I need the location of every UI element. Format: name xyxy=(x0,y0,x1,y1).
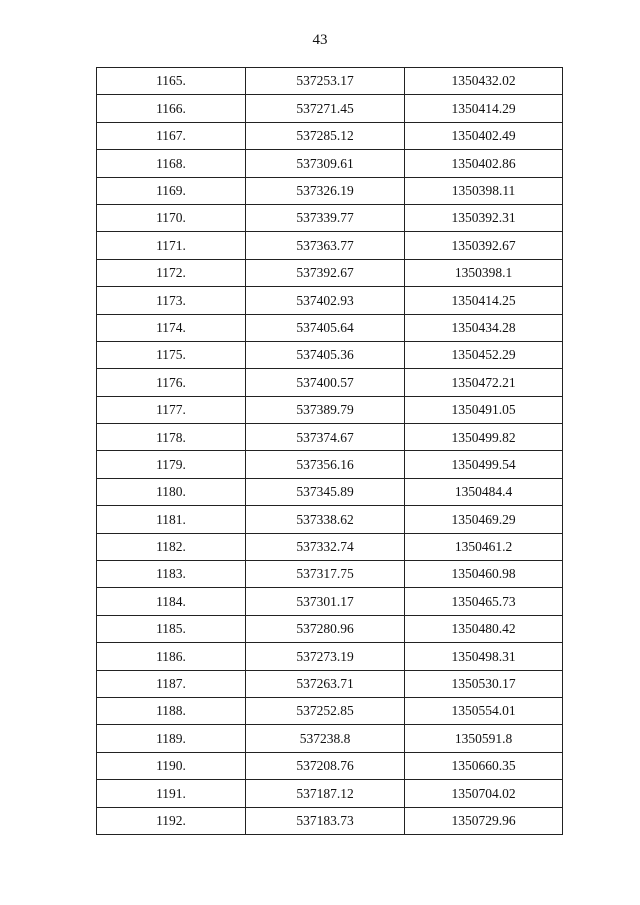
y-coordinate-cell: 1350414.29 xyxy=(405,95,563,122)
x-coordinate-cell: 537326.19 xyxy=(246,177,405,204)
coordinates-table-body xyxy=(97,68,563,835)
table-row xyxy=(97,204,563,231)
table-row xyxy=(97,396,563,423)
table-row xyxy=(97,615,563,642)
x-coordinate-cell: 537405.36 xyxy=(246,341,405,368)
x-coordinate-cell: 537271.45 xyxy=(246,95,405,122)
y-coordinate-cell: 1350472.21 xyxy=(405,369,563,396)
y-coordinate-cell: 1350499.54 xyxy=(405,451,563,478)
point-number-cell: 1172. xyxy=(97,259,246,286)
x-coordinate-cell: 537402.93 xyxy=(246,287,405,314)
y-coordinate-cell: 1350530.17 xyxy=(405,670,563,697)
point-number-cell: 1177. xyxy=(97,396,246,423)
point-number-cell: 1180. xyxy=(97,478,246,505)
y-coordinate-cell: 1350465.73 xyxy=(405,588,563,615)
table-row xyxy=(97,287,563,314)
table-row xyxy=(97,670,563,697)
point-number-cell: 1186. xyxy=(97,643,246,670)
y-coordinate-cell: 1350484.4 xyxy=(405,478,563,505)
table-row xyxy=(97,122,563,149)
x-coordinate-cell: 537332.74 xyxy=(246,533,405,560)
x-coordinate-cell: 537339.77 xyxy=(246,204,405,231)
point-number-cell: 1183. xyxy=(97,561,246,588)
y-coordinate-cell: 1350554.01 xyxy=(405,697,563,724)
point-number-cell: 1189. xyxy=(97,725,246,752)
page-number: 43 xyxy=(312,32,328,48)
x-coordinate-cell: 537338.62 xyxy=(246,506,405,533)
point-number-cell: 1171. xyxy=(97,232,246,259)
x-coordinate-cell: 537356.16 xyxy=(246,451,405,478)
point-number-cell: 1181. xyxy=(97,506,246,533)
y-coordinate-cell: 1350729.96 xyxy=(405,807,563,834)
point-number-cell: 1179. xyxy=(97,451,246,478)
x-coordinate-cell: 537253.17 xyxy=(246,68,405,95)
y-coordinate-cell: 1350434.28 xyxy=(405,314,563,341)
point-number-cell: 1173. xyxy=(97,287,246,314)
point-number-cell: 1184. xyxy=(97,588,246,615)
point-number-cell: 1187. xyxy=(97,670,246,697)
y-coordinate-cell: 1350660.35 xyxy=(405,752,563,779)
table-row xyxy=(97,259,563,286)
y-coordinate-cell: 1350398.1 xyxy=(405,259,563,286)
x-coordinate-cell: 537263.71 xyxy=(246,670,405,697)
x-coordinate-cell: 537392.67 xyxy=(246,259,405,286)
y-coordinate-cell: 1350452.29 xyxy=(405,341,563,368)
y-coordinate-cell: 1350704.02 xyxy=(405,780,563,807)
point-number-cell: 1168. xyxy=(97,150,246,177)
y-coordinate-cell: 1350491.05 xyxy=(405,396,563,423)
y-coordinate-cell: 1350392.67 xyxy=(405,232,563,259)
y-coordinate-cell: 1350402.86 xyxy=(405,150,563,177)
x-coordinate-cell: 537317.75 xyxy=(246,561,405,588)
y-coordinate-cell: 1350402.49 xyxy=(405,122,563,149)
y-coordinate-cell: 1350498.31 xyxy=(405,643,563,670)
x-coordinate-cell: 537345.89 xyxy=(246,478,405,505)
point-number-cell: 1167. xyxy=(97,122,246,149)
point-number-cell: 1170. xyxy=(97,204,246,231)
point-number-cell: 1165. xyxy=(97,68,246,95)
y-coordinate-cell: 1350499.82 xyxy=(405,424,563,451)
y-coordinate-cell: 1350432.02 xyxy=(405,68,563,95)
point-number-cell: 1166. xyxy=(97,95,246,122)
y-coordinate-cell: 1350461.2 xyxy=(405,533,563,560)
y-coordinate-cell: 1350480.42 xyxy=(405,615,563,642)
x-coordinate-cell: 537238.8 xyxy=(246,725,405,752)
table-row xyxy=(97,95,563,122)
table-row xyxy=(97,588,563,615)
x-coordinate-cell: 537309.61 xyxy=(246,150,405,177)
y-coordinate-cell: 1350398.11 xyxy=(405,177,563,204)
point-number-cell: 1174. xyxy=(97,314,246,341)
point-number-cell: 1188. xyxy=(97,697,246,724)
table-row xyxy=(97,807,563,834)
point-number-cell: 1185. xyxy=(97,615,246,642)
table-row xyxy=(97,533,563,560)
point-number-cell: 1169. xyxy=(97,177,246,204)
table-row xyxy=(97,341,563,368)
table-row xyxy=(97,780,563,807)
y-coordinate-cell: 1350392.31 xyxy=(405,204,563,231)
x-coordinate-cell: 537374.67 xyxy=(246,424,405,451)
y-coordinate-cell: 1350591.8 xyxy=(405,725,563,752)
point-number-cell: 1192. xyxy=(97,807,246,834)
x-coordinate-cell: 537208.76 xyxy=(246,752,405,779)
x-coordinate-cell: 537405.64 xyxy=(246,314,405,341)
point-number-cell: 1176. xyxy=(97,369,246,396)
y-coordinate-cell: 1350469.29 xyxy=(405,506,563,533)
x-coordinate-cell: 537187.12 xyxy=(246,780,405,807)
table-row xyxy=(97,752,563,779)
x-coordinate-cell: 537301.17 xyxy=(246,588,405,615)
table-row xyxy=(97,643,563,670)
point-number-cell: 1191. xyxy=(97,780,246,807)
table-row xyxy=(97,725,563,752)
table-row xyxy=(97,451,563,478)
table-row xyxy=(97,424,563,451)
x-coordinate-cell: 537183.73 xyxy=(246,807,405,834)
table-row xyxy=(97,314,563,341)
x-coordinate-cell: 537252.85 xyxy=(246,697,405,724)
table-row xyxy=(97,68,563,95)
table-row xyxy=(97,369,563,396)
point-number-cell: 1175. xyxy=(97,341,246,368)
table-row xyxy=(97,177,563,204)
x-coordinate-cell: 537273.19 xyxy=(246,643,405,670)
point-number-cell: 1178. xyxy=(97,424,246,451)
table-row xyxy=(97,561,563,588)
y-coordinate-cell: 1350460.98 xyxy=(405,561,563,588)
x-coordinate-cell: 537363.77 xyxy=(246,232,405,259)
point-number-cell: 1182. xyxy=(97,533,246,560)
table-row xyxy=(97,506,563,533)
x-coordinate-cell: 537285.12 xyxy=(246,122,405,149)
x-coordinate-cell: 537280.96 xyxy=(246,615,405,642)
x-coordinate-cell: 537400.57 xyxy=(246,369,405,396)
coordinates-table xyxy=(96,67,563,835)
table-row xyxy=(97,232,563,259)
x-coordinate-cell: 537389.79 xyxy=(246,396,405,423)
table-row xyxy=(97,697,563,724)
table-row xyxy=(97,478,563,505)
y-coordinate-cell: 1350414.25 xyxy=(405,287,563,314)
table-row xyxy=(97,150,563,177)
point-number-cell: 1190. xyxy=(97,752,246,779)
